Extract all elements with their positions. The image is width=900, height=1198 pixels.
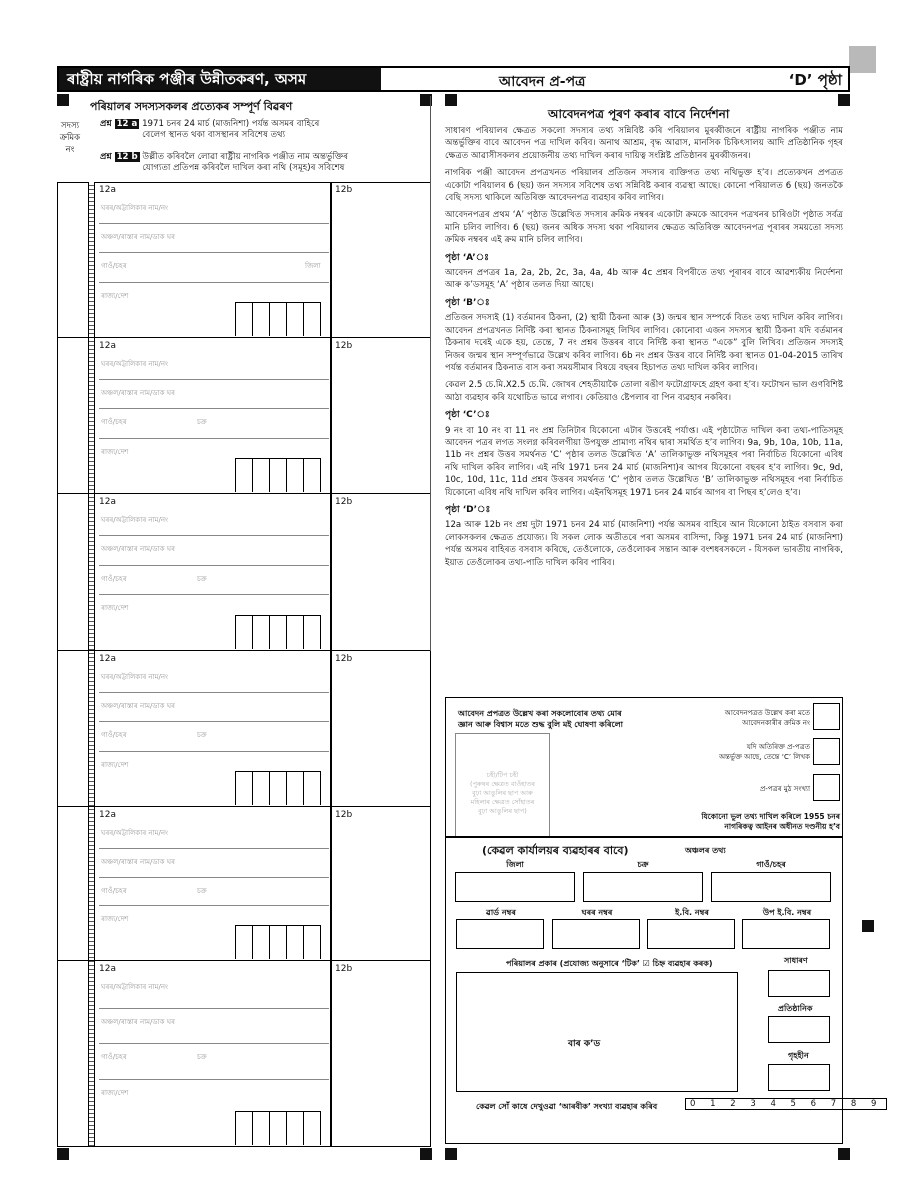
- col-12a-label: 12a: [99, 654, 116, 664]
- circle-input[interactable]: [583, 872, 703, 902]
- address-hint: ঘৰৰ/অট্টালিকাৰ নাম/নং: [101, 204, 169, 212]
- address-hint: ৰাজ্য/দেশ: [101, 448, 129, 456]
- member-row: [57, 807, 431, 961]
- col-12b-label: 12b: [335, 341, 353, 351]
- instruction-paragraph: আবেদন প্ৰপত্ৰৰ 1a, 2a, 2b, 2c, 3a, 4a, 4b আৰু 4c প্ৰশ্নৰ বিপৰীতে তথ্য পূৰাৰৰ বাবে আৱশ্যকীয় নিৰ্দেশনা আৰু ক’ডসমূহ ‘A’ পৃষ্ঠাৰ তলত দিয়া আছে।: [445, 268, 843, 291]
- address-line[interactable]: [99, 1043, 329, 1044]
- member-row: [57, 651, 431, 807]
- applicant-serial-input[interactable]: [813, 703, 840, 730]
- serial-label: [54, 120, 86, 156]
- code-boxes[interactable]: [235, 1111, 321, 1145]
- declaration-line: আবেদন প্ৰপত্ৰত উল্লেখ কৰা সকলোবোৰ তথ্য মোৰ: [458, 709, 622, 718]
- registration-mark: [445, 1148, 457, 1160]
- label-line: আবেদনকাৰীৰ ক্ৰমিক নং: [742, 719, 810, 727]
- instruction-heading: পৃষ্ঠা ‘A’ঃ: [445, 252, 489, 263]
- col-12a-label: 12a: [99, 341, 116, 351]
- registration-mark: [838, 94, 850, 106]
- district-label: জিলা: [506, 860, 524, 869]
- code-boxes[interactable]: [235, 302, 321, 336]
- question-line: উল্লীত কৰিবলৈ লোৱা ৰাষ্ট্ৰীয় নাগৰিক পঞ্জীত নাম অন্তৰ্ভুক্তিৰ: [142, 152, 349, 162]
- col-12b-label: 12b: [335, 964, 353, 974]
- registration-mark: [420, 1148, 432, 1160]
- instruction-paragraph: সাধাৰণ পৰিয়ালৰ ক্ষেত্ৰত সকলো সদস্যৰ তথ্য সন্নিবিষ্ট কৰি পৰিয়ালৰ মুৰব্বীজনে ৰাষ্ট্ৰীয় নাগৰিক পঞ্জীত নাম অন্তৰ্ভুক্তিৰ বাবে আবেদন পত্ৰ দাখিল কৰিব। অনাথ আশ্ৰম, বৃদ্ধ আৱাস, মানসিক চিকিৎসালয় আদি প্ৰতিষ্ঠানিক গৃহৰ ক্ষেত্ৰত আৱাসীসকলৰ প্ৰয়োজনীয় তথ্য দাখিল কৰাৰ দায়িত্ব সংশ্লিষ্ট প্ৰতিষ্ঠানৰ মুৰব্বীজনৰ।: [445, 126, 843, 161]
- serial-label-line: নং: [65, 145, 75, 155]
- registration-mark: [445, 94, 457, 106]
- question-line: যোগ্যতা প্ৰতিপন্ন কৰিবলৈ দাখিল কৰা নথি (সমূহ)ৰ সবিশেষ: [142, 163, 345, 173]
- page-label: ‘D’ পৃষ্ঠা: [788, 71, 842, 89]
- sub-eb-no-label: উপ ই.বি. নম্বৰ: [762, 908, 812, 917]
- section-title: পৰিয়ালৰ সদস্যসকলৰ প্ৰত্যেকৰ সম্পূৰ্ণ বিৱৰণ: [90, 100, 293, 113]
- col-12b-label: 12b: [335, 497, 353, 507]
- page-title: ৰাষ্ট্ৰীয় নাগৰিক পঞ্জীৰ উন্নীতকৰণ, অসম: [59, 68, 381, 90]
- col-12a-label: 12a: [99, 497, 116, 507]
- declaration-line: জ্ঞান আৰু বিশ্বাস মতে শুদ্ধ বুলি মই ঘোষণা কৰিলো: [458, 720, 623, 729]
- circle-hint: চক্ৰ: [197, 575, 207, 583]
- col-12b-label: 12b: [335, 810, 353, 820]
- address-line[interactable]: [99, 223, 329, 224]
- label-line: অন্তৰ্ভুক্ত আছে, তেন্তে ‘C’ লিখক: [718, 753, 810, 761]
- district-input[interactable]: [455, 872, 575, 902]
- address-line[interactable]: [99, 1008, 329, 1009]
- instruction-paragraph: কেৱল 2.5 চে.মি.X2.5 চে.মি. জোখৰ শেহতীয়াকৈ তোলা ৰঙীণ ফটোগ্ৰাফহে গ্ৰহণ কৰা হ’ব। ফটোখন ভাল গুণবিশিষ্ট আঠা ব্যৱহাৰ কৰি যথোচিত ভাৱে লগাব। কেতিয়াও ষ্টেপলাৰ বা পিন ব্যৱহাৰ নকৰিব।: [445, 380, 843, 403]
- warning-line: যিকোনো ভুল তথ্য দাখিল কৰিলে 1955 চনৰ: [701, 812, 840, 821]
- column-rule: [430, 96, 431, 651]
- signature-hint: (পুৰুষৰ ক্ষেত্ৰত বাওঁহাতৰ: [470, 780, 535, 788]
- instruction-heading: পৃষ্ঠা ‘C’ঃ: [445, 410, 490, 421]
- instructions-title: আবেদনপত্ৰ পূৰণ কৰাৰ বাবে নিৰ্দেশনা: [548, 107, 730, 121]
- address-hint: গাওঁ/চহৰ: [101, 418, 127, 426]
- address-hint: ৰাজ্য/দেশ: [101, 1089, 129, 1097]
- address-hint: গাওঁ/চহৰ: [101, 731, 127, 739]
- address-line[interactable]: [99, 535, 329, 536]
- address-hint: ঘৰৰ/অট্টালিকাৰ নাম/নং: [101, 983, 169, 991]
- member-row: [57, 182, 431, 338]
- serial-label-line: সদস্য: [60, 121, 80, 131]
- instruction-paragraph: প্ৰতিজন সদস্যই (1) বৰ্তমানৰ ঠিকনা, (2) স্থায়ী ঠিকনা আৰু (3) জন্মৰ স্থান সম্পৰ্কে বিতং তথ্য দাখিল কৰিব লাগিব। আবেদন প্ৰপত্ৰখনত নিৰ্দিষ্ট কৰা স্থানত ঠিকনাসমূহ লিখিব লাগিব। কোনোবা এজন সদস্যৰ স্থায়ী ঠিকনা যদি বৰ্তমানৰ ঠিকনাৰ দৰেই একে হয়, তেন্তে, 7 নং প্ৰশ্নৰ উত্তৰৰ বাবে নিৰ্দিষ্ট কৰা স্থানত “একে” বুলি লিখিব। প্ৰতিজন সদস্যই নিজৰ জন্মৰ স্থান সম্পূৰ্ণভাৱে উল্লেখ কৰিব লাগিব। 6b নং প্ৰশ্নৰ উত্তৰ বাবে নিৰ্দিষ্ট কৰা স্থানত 01-04-2015 তাৰিখ পৰ্যন্ত বৰ্তমানৰ ঠিকনাত বাস কৰা সময়সীমাৰ বিষয়ে বছৰৰ হিচাপত তথ্য দাখিল কৰিব লাগিব।: [445, 313, 843, 373]
- instruction-paragraph: 9 নং বা 10 নং বা 11 নং প্ৰশ্ন তিনিটাৰ যিকোনো এটাৰ উত্তৰেই পৰ্যাপ্ত। এই পৃষ্ঠাটোত দাখিল কৰা তথ্য-পাতিসমূহ আবেদন পত্ৰৰ লগত সংলগ্ন কৰিবলগীয়া উপযুক্ত প্ৰামাণ্য নথিৰ দ্বাৰা সমৰ্থিত হ’ব লাগিব। 9a, 9b, 10a, 10b, 11a, 11b নং প্ৰশ্নৰ উত্তৰ সমৰ্থনত ‘C’ পৃষ্ঠাৰ তলত উল্লেখিত ‘A’ তালিকাভুক্ত নথিসমূহৰ পৰা নিৰ্বাচিত যিকোনো এবিধ নথি দাখিল কৰিব লাগিব। এই নথি 1971 চনৰ 24 মাৰ্চ (মাজনিশা)ৰ আগৰ যিকোনো বছৰৰ হ’ব লাগিব। 9c, 9d, 10c, 10d, 11c, 11d প্ৰশ্নৰ উত্তৰৰ সমৰ্থনত ‘C’ পৃষ্ঠাৰ তলত উল্লেখিত ‘B’ তালিকাভুক্ত নথিসমূহৰ পৰা নিৰ্বাচিত যিকোনো এবিধ নথি দাখিল কৰিব লাগিব। এইনথিসমূহ 1971 চনৰ 24 মাৰ্চৰ আগৰ বা পিছৰ হ’লেও হ’ব।: [445, 425, 843, 498]
- code-boxes[interactable]: [235, 925, 321, 959]
- instruction-paragraph: নাগৰিক পঞ্জী আবেদন প্ৰপত্ৰখনত পৰিয়ালৰ প্ৰতিজন সদস্যৰ ব্যক্তিগত তথ্য নথিভুক্ত হ’ব। প্ৰত্যেকখন প্ৰপত্ৰত একোটা পৰিয়ালৰ 6 (ছয়) জন সদস্যৰ সবিশেষ তথ্য সন্নিবিষ্ট কৰাৰ ব্যৱস্থা আছে। কোনো পৰিয়ালত 6 (ছয়) জনতকৈ বেছি সদস্য থাকিলে অতিৰিক্ত আবেদনপত্ৰ ব্যৱহাৰ কৰিব লাগিব।: [445, 168, 843, 204]
- question-text: [142, 119, 319, 141]
- type-homeless-label: গৃহহীন: [788, 1051, 809, 1060]
- instruction-paragraph: 12a আৰু 12b নং প্ৰশ্ন দুটা 1971 চনৰ 24 মাৰ্চ (মাজনিশা) পৰ্যন্ত অসমৰ বাহিৰে আন যিকোনো ঠাইত বসবাস কৰা লোকসকলৰ ক্ষেত্ৰত প্ৰযোজ্য। যি সকল লোক অতীতৰে পৰা অসমৰ বাসিন্দা, কিন্তু 1971 চনৰ 24 মাৰ্চ (মাজনিশা) পৰ্যন্ত অসমৰ বাহিৰত বসবাস কৰিছে, তেওঁলোকে, তেওঁলোকৰ সন্তান আৰু বংশধৰসকলে - যিসকল ভাৰতীয় নাগৰিক, ইয়াত তেওঁলোকৰ তথ্য-পাতি দাখিল কৰিব পাৰিব।: [445, 520, 843, 568]
- address-hint: অঞ্চল/ৰাস্তাৰ নাম/ডাক ঘৰ: [101, 233, 175, 241]
- serial-no-label: [718, 708, 810, 728]
- code-boxes[interactable]: [235, 615, 321, 649]
- col-12a-label: 12a: [99, 185, 116, 195]
- page-header: [57, 66, 850, 92]
- declaration-text: [458, 708, 623, 730]
- question-12b: [100, 152, 348, 174]
- question-prefix: প্ৰশ্ন: [100, 152, 112, 162]
- serial-label-line: ক্ৰমিক: [59, 133, 81, 143]
- house-no-label: ঘৰৰ নম্বৰ: [581, 908, 613, 917]
- barcode-label: বাৰ ক’ড: [568, 1039, 601, 1049]
- registration-mark: [862, 920, 874, 932]
- address-line[interactable]: [99, 1079, 329, 1080]
- signature-hint: বুঢ়া আঙুলিৰ ছাপ): [478, 807, 527, 815]
- address-line[interactable]: [99, 565, 329, 566]
- circle-label: চক্ৰ: [637, 860, 649, 869]
- area-info-label: অঞ্চলৰ তথ্য: [685, 846, 726, 855]
- col-12b-label: 12b: [335, 185, 353, 195]
- type-institutional-checkbox[interactable]: [768, 1016, 830, 1043]
- village-input[interactable]: [711, 872, 831, 902]
- extra-form-label: [700, 742, 810, 762]
- digit-sample: 0 1 2 3 4 5 6 7 8 9: [685, 1098, 887, 1110]
- circle-hint: জিলা: [305, 262, 321, 270]
- address-hint: ৰাজ্য/দেশ: [101, 915, 129, 923]
- office-use-heading: (কেৱল কাৰ্যালয়ৰ ব্যৱহাৰৰ বাবে): [482, 844, 629, 857]
- address-line[interactable]: [99, 438, 329, 439]
- signature-hint: চহী/টিপ চহী: [486, 771, 519, 779]
- address-hint: গাওঁ/চহৰ: [101, 887, 127, 895]
- question-number: 12 a: [116, 119, 138, 129]
- corner-marker: [849, 46, 876, 73]
- col-12a-label: 12a: [99, 964, 116, 974]
- family-type-label: পৰিয়ালৰ প্ৰকাৰ (প্ৰযোজ্য অনুসাৰে ‘টিক’ ☑ চিহ্ন ব্যৱহাৰ কৰক): [506, 959, 713, 968]
- address-hint: ৰাজ্য/দেশ: [101, 761, 129, 769]
- circle-hint: চক্ৰ: [197, 887, 207, 895]
- instruction-paragraph: আবেদনপত্ৰৰ প্ৰথম ‘A’ পৃষ্ঠাত উল্লেখিত সদস্যৰ ক্ৰমিক নম্বৰৰ একোটা ক্ৰমকে আবেদন পত্ৰখনৰ চাৰিওটা পৃষ্ঠাত সৰ্বত্ৰ মানি চলিব লাগিব। 6 (ছয়) জনৰ অধিক সদস্য থকা পৰিয়ালৰ ক্ষেত্ৰত অতিৰিক্ত আবেদনপত্ৰ পূৰাৰৰ সময়তো সদস্য ক্ৰমিক নম্বৰৰ এই ক্ৰম মানি চলিব লাগিব।: [445, 210, 843, 246]
- section-divider: [445, 836, 843, 838]
- question-prefix: প্ৰশ্ন: [100, 119, 112, 129]
- address-line[interactable]: [99, 721, 329, 722]
- label-line: আবেদনপত্ৰত উল্লেখ কৰা মতে: [724, 709, 810, 717]
- warning-line: নাগৰিকত্ব আইনৰ অধীনত দণ্ডনীয় হ’ব: [724, 822, 840, 831]
- registration-mark: [838, 1148, 850, 1160]
- address-hint: ঘৰৰ/অট্টালিকাৰ নাম/নং: [101, 516, 169, 524]
- barcode-box: [456, 972, 738, 1092]
- circle-hint: চক্ৰ: [197, 418, 207, 426]
- instruction-heading: পৃষ্ঠা ‘B’ঃ: [445, 297, 490, 308]
- extra-form-input[interactable]: [813, 738, 840, 765]
- address-hint: ঘৰৰ/অট্টালিকাৰ নাম/নং: [101, 829, 169, 837]
- question-12a: [100, 119, 319, 141]
- question-text: [142, 152, 348, 174]
- address-line[interactable]: [99, 594, 329, 595]
- instruction-heading: পৃষ্ঠা ‘D’ঃ: [445, 504, 491, 515]
- address-hint: ঘৰৰ/অট্টালিকাৰ নাম/নং: [101, 673, 169, 681]
- village-label: গাওঁ/চহৰ: [756, 860, 786, 869]
- question-line: বেলেগ স্থানত থকা বাসস্থানৰ সবিশেষ তথ্য: [142, 130, 286, 140]
- type-general-checkbox[interactable]: [768, 970, 830, 997]
- member-row: [57, 338, 431, 494]
- col-12b-label: 12b: [335, 654, 353, 664]
- address-line[interactable]: [99, 848, 329, 849]
- address-hint: অঞ্চল/ৰাস্তাৰ নাম/ডাক ঘৰ: [101, 545, 175, 553]
- address-line[interactable]: [99, 692, 329, 693]
- address-line[interactable]: [99, 408, 329, 409]
- address-line[interactable]: [99, 252, 329, 253]
- address-hint: গাওঁ/চহৰ: [101, 262, 127, 270]
- registration-mark: [57, 1148, 69, 1160]
- signature-hint: মহিলাৰ ক্ষেত্ৰত সোঁহাতৰ: [470, 798, 535, 806]
- address-hint: অঞ্চল/ৰাস্তাৰ নাম/ডাক ঘৰ: [101, 702, 175, 710]
- instructions-body: [445, 125, 843, 574]
- ward-no-label: ৱাৰ্ড নম্বৰ: [486, 908, 516, 917]
- address-hint: অঞ্চল/ৰাস্তাৰ নাম/ডাক ঘৰ: [101, 389, 175, 397]
- col-12a-label: 12a: [99, 810, 116, 820]
- label-line: যদি অতিৰিক্ত প্ৰ-পত্ৰত: [746, 743, 810, 751]
- total-pages-input[interactable]: [813, 774, 840, 801]
- eb-no-input[interactable]: [647, 919, 735, 949]
- warning-text: [650, 812, 840, 832]
- circle-hint: চক্ৰ: [197, 731, 207, 739]
- question-number: 12 b: [116, 152, 138, 162]
- address-hint: গাওঁ/চহৰ: [101, 1053, 127, 1061]
- type-general-label: সাধাৰণ: [784, 956, 808, 965]
- address-hint: অঞ্চল/ৰাস্তাৰ নাম/ডাক ঘৰ: [101, 858, 175, 866]
- address-line[interactable]: [99, 282, 329, 283]
- address-line[interactable]: [99, 905, 329, 906]
- digit-note: কেৱল সোঁ কাষে দেখুওৱা ‘আৰবীক’ সংখ্যা ব্যৱহাৰ কৰিব: [476, 1102, 658, 1111]
- address-hint: গাওঁ/চহৰ: [101, 575, 127, 583]
- house-no-input[interactable]: [552, 919, 640, 949]
- address-hint: ঘৰৰ/অট্টালিকাৰ নাম/নং: [101, 360, 169, 368]
- address-line[interactable]: [99, 751, 329, 752]
- member-row: [57, 961, 431, 1147]
- type-homeless-checkbox[interactable]: [768, 1064, 830, 1091]
- sub-eb-no-input[interactable]: [742, 919, 830, 949]
- total-pages-label: প্ৰ-পত্ৰৰ মুঠ সংখ্যা: [760, 785, 810, 793]
- type-institutional-label: প্ৰতিষ্ঠানিক: [778, 1004, 813, 1013]
- member-row: [57, 494, 431, 651]
- address-hint: ৰাজ্য/দেশ: [101, 604, 129, 612]
- address-hint: ৰাজ্য/দেশ: [101, 292, 129, 300]
- ward-no-input[interactable]: [456, 919, 544, 949]
- signature-hint: বুঢ়া আঙুলিৰ ছাপ আৰু: [472, 789, 533, 797]
- question-line: 1971 চনৰ 24 মাৰ্চ (মাজনিশা) পৰ্যন্ত অসমৰ বাহিৰে: [142, 119, 320, 129]
- address-hint: অঞ্চল/ৰাস্তাৰ নাম/ডাক ঘৰ: [101, 1018, 175, 1026]
- signature-box[interactable]: [455, 733, 550, 838]
- code-boxes[interactable]: [235, 771, 321, 805]
- registration-mark: [57, 94, 69, 106]
- eb-no-label: ই.বি. নম্বৰ: [675, 908, 709, 917]
- address-line[interactable]: [99, 379, 329, 380]
- form-name: আবেদন প্ৰ-পত্ৰ: [499, 74, 586, 90]
- code-boxes[interactable]: [235, 458, 321, 492]
- circle-hint: চক্ৰ: [197, 1053, 207, 1061]
- address-line[interactable]: [99, 877, 329, 878]
